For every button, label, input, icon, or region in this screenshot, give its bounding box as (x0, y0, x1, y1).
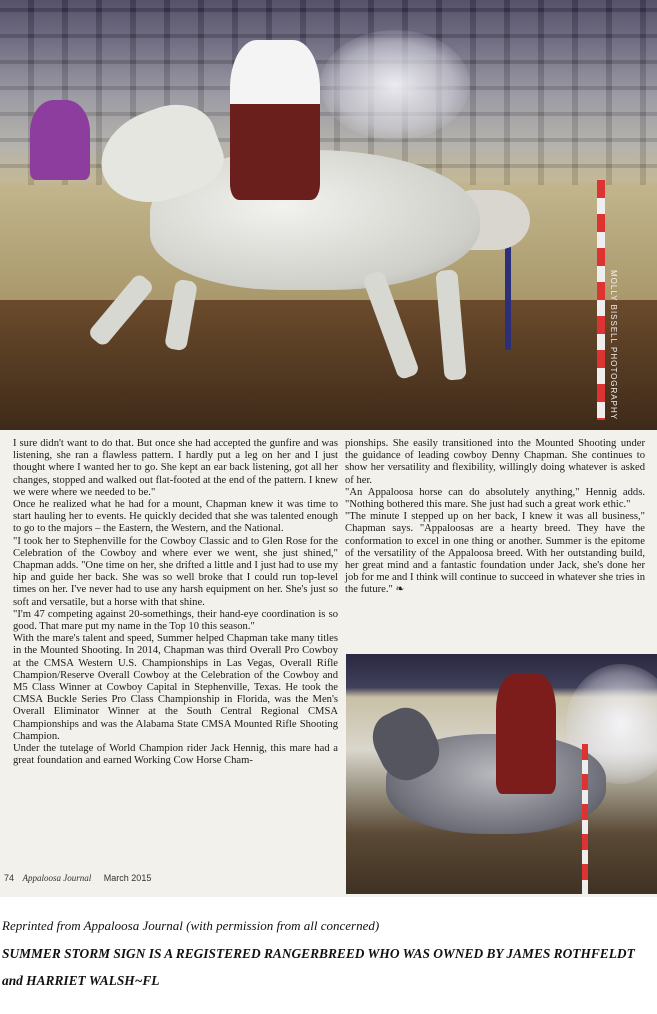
striped-pole (582, 744, 588, 894)
rider-figure (496, 674, 556, 794)
ownership-caption: SUMMER STORM SIGN IS A REGISTERED RANGERBREED WHO WAS OWNED BY JAMES ROTHFELDT and HARRIET WALSH~FL (2, 946, 635, 988)
page-folio (4, 873, 151, 883)
striped-pole (597, 180, 605, 420)
spectator-figure (30, 100, 90, 180)
photo-credit: MOLLY BISSELL PHOTOGRAPHY (609, 270, 618, 421)
bottom-photo-rider-on-gray-horse (346, 654, 657, 894)
top-photo-rider-shooting-on-white-horse (0, 0, 657, 430)
article-column-left: I sure didn't want to do that. But once she had accepted the gunfire and was listening, she ran a flawless pattern. I hardly put a leg on her and I just thought where I wanted her to go. She kept an ear back listening, got all her changes, stopped and walked out flat-footed at the end of the pattern. I knew we were where we needed to be." Once he realized what he had for a mount, Chapman knew it was time to start hauling her to events. He quickly decided that she was talented enough to go to the majors – the Eastern, the Western, and the National. "I took her to Stephenville for the Cowboy Classic and to Glen Rose for the Celebration of the Cowboy and where ever we went, she just shined," Chapman adds. "One time on her, she drifted a little and I just had to use my hip and guide her back. She was so well broke that I could run top-level times on her. I've never had to use any harsh equipment on her. She's just so soft and versatile, but a horse with that shine. "I'm 47 competing against 20-somethings, their hand-eye coordination is so good. That mare put my name in the Top 10 this season." With the mare's talent and speed, Summer helped Chapman take many titles in the Mounted Shooting. In 2014, Chapman was third Overall Pro Cowboy at the CMSA Western U.S. Championships in Las Vegas, Overall Rifle Champion/Reserve Overall Cowboy at the Celebration of the Cowboy and M5 Class Winner at Cowboy Capital in Stephenville, Texas. He took the CMSA Buckle Series Pro Class Championship in Florida, was the Men's Overall Eliminator Winner at the South Central Regional CMSA Championships and was the Alabama State CMSA Mounted Rifle Shooting Champion. Under the tutelage of World Champion rider Jack Hennig, this mare had a great foundation and earned Working Cow Horse Cham- (13, 438, 338, 767)
rider-figure (230, 40, 320, 200)
article-column-right: pionships. She easily transitioned into the Mounted Shooting under the guidance of leading cowboy Denny Chapman. She continues to show her versatility and flexibility, willingly doing whatever is asked of her. "An Appaloosa horse can do absolutely anything," Hennig adds. "Nothing bothered this mare. She just had such a great work ethic." "The minute I stepped up on her back, I knew it was all business," Chapman says. "Appaloosas are a hearty breed. They have the conformation to excel in one thing or another. Summer is the epitome of the versatility of the Appaloosa breed. With her outstanding build, her great mind and a fantastic foundation under Jack, she's done her job for me and I think will continue to succeed in whatever she tries in the future." ❧ (345, 438, 645, 596)
publication-name: Appaloosa Journal (22, 873, 92, 883)
page-number: 74 (4, 873, 15, 883)
reprint-note: Reprinted from Appaloosa Journal (with permission from all concerned) (2, 918, 380, 933)
issue-date: March 2015 (103, 873, 152, 883)
gun-smoke (320, 30, 470, 140)
